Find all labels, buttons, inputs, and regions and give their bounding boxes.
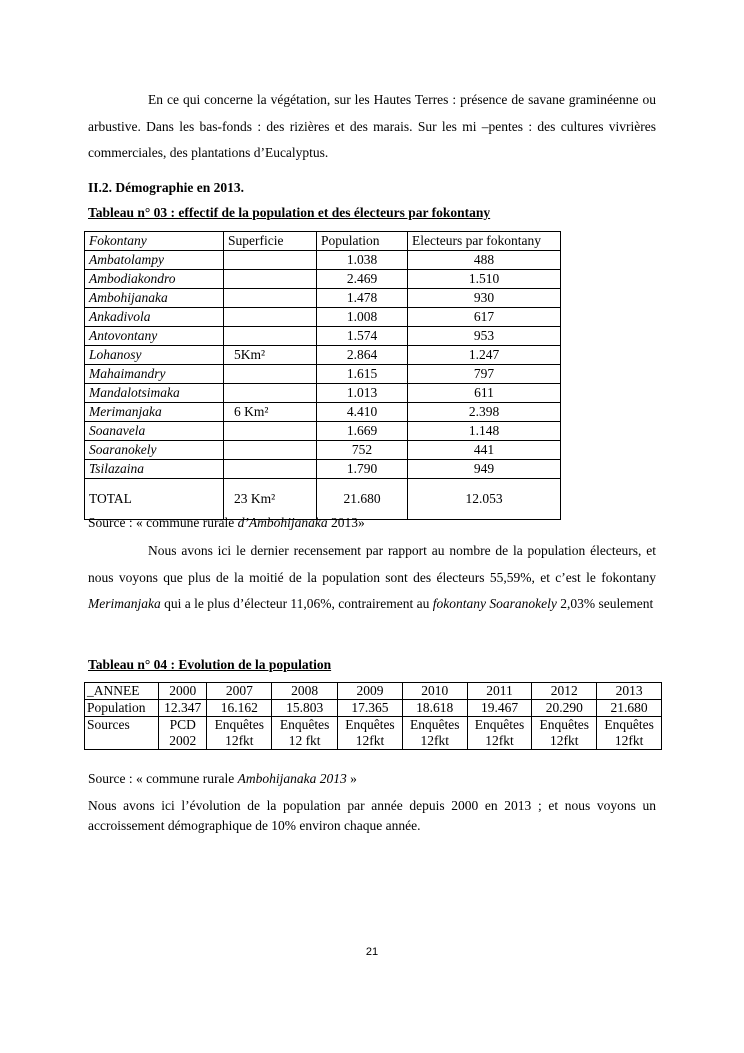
- conclusion-paragraph: Nous avons ici l’évolution de la population par année depuis 2000 en 2013 ; et nous voyons un accroissement démographique de 10% environ chaque année.: [88, 798, 656, 833]
- fokontany-cell: Antovontany: [85, 327, 224, 346]
- sources-label: Sources: [85, 717, 159, 750]
- source-cell: Enquêtes 12fkt: [597, 717, 662, 750]
- fokontany-cell: Soaranokely: [85, 441, 224, 460]
- table-row: [85, 365, 561, 384]
- electeurs-cell: 488: [408, 251, 561, 270]
- table-row: [85, 289, 561, 308]
- total-cell: 23 Km²: [224, 479, 317, 520]
- header-superficie: Superficie: [224, 232, 317, 251]
- fokontany-cell: Soanavela: [85, 422, 224, 441]
- population-value-cell: 16.162: [207, 700, 272, 717]
- source-cell: Enquêtes 12fkt: [402, 717, 467, 750]
- fokontany-cell: Ambohijanaka: [85, 289, 224, 308]
- year-cell: 2000: [159, 683, 207, 700]
- population-value-cell: 19.467: [467, 700, 532, 717]
- fokontany-cell: Lohanosy: [85, 346, 224, 365]
- header-fokontany: Fokontany: [85, 232, 224, 251]
- year-cell: 2008: [272, 683, 338, 700]
- superficie-cell: [224, 327, 317, 346]
- source-cell: Enquêtes 12fkt: [338, 717, 403, 750]
- fokontany-cell: Ambodiakondro: [85, 270, 224, 289]
- population-label: Population: [85, 700, 159, 717]
- population-electors-table: [84, 231, 561, 520]
- source-cell: Enquêtes 12fkt: [207, 717, 272, 750]
- analysis-paragraph: Nous avons ici le dernier recensement par rapport au nombre de la population électeurs, et nous voyons que plus de la moitié de la population sont des électeurs 55,59%, et c’est le fokontany Merimanjaka qui a le plus d’électeur 11,06%, contrairement au fokontany Soaranokely 2,03% seulement: [88, 543, 656, 611]
- population-cell: 1.038: [317, 251, 408, 270]
- year-cell: 2012: [532, 683, 597, 700]
- year-cell: 2009: [338, 683, 403, 700]
- table-row: [85, 403, 561, 422]
- superficie-cell: 6 Km²: [224, 403, 317, 422]
- population-value-cell: 18.618: [402, 700, 467, 717]
- superficie-cell: 5Km²: [224, 346, 317, 365]
- superficie-cell: [224, 422, 317, 441]
- year-cell: 2013: [597, 683, 662, 700]
- table-row: [85, 251, 561, 270]
- section-heading: II.2. Démographie en 2013.: [88, 180, 244, 195]
- electeurs-cell: 2.398: [408, 403, 561, 422]
- fokontany-cell: Merimanjaka: [85, 403, 224, 422]
- population-cell: 1.615: [317, 365, 408, 384]
- total-cell: 12.053: [408, 479, 561, 520]
- electeurs-cell: 1.247: [408, 346, 561, 365]
- population-value-cell: 15.803: [272, 700, 338, 717]
- table-row: [85, 327, 561, 346]
- sources-row: [85, 717, 662, 750]
- population-cell: 1.008: [317, 308, 408, 327]
- electeurs-cell: 617: [408, 308, 561, 327]
- table3-source: Source : « commune rurale d’Ambohijanaka 2013»: [88, 515, 365, 530]
- page-number: 21: [365, 946, 379, 958]
- population-cell: 1.013: [317, 384, 408, 403]
- superficie-cell: [224, 251, 317, 270]
- year-cell: 2011: [467, 683, 532, 700]
- table-row: [85, 308, 561, 327]
- header-electeurs: Electeurs par fokontany: [408, 232, 561, 251]
- annee-label: _ANNEE: [85, 683, 159, 700]
- table-row: [85, 441, 561, 460]
- year-row: [85, 683, 662, 700]
- population-cell: 1.790: [317, 460, 408, 479]
- table-row: [85, 346, 561, 365]
- population-cell: 752: [317, 441, 408, 460]
- population-value-cell: 12.347: [159, 700, 207, 717]
- superficie-cell: [224, 441, 317, 460]
- electeurs-cell: 930: [408, 289, 561, 308]
- table3-caption: Tableau n° 03 : effectif de la population et des électeurs par fokontany: [88, 205, 491, 220]
- source-cell: Enquêtes 12fkt: [532, 717, 597, 750]
- superficie-cell: [224, 384, 317, 403]
- electeurs-cell: 1.510: [408, 270, 561, 289]
- population-cell: 2.469: [317, 270, 408, 289]
- electeurs-cell: 797: [408, 365, 561, 384]
- population-cell: 1.574: [317, 327, 408, 346]
- year-cell: 2010: [402, 683, 467, 700]
- fokontany-cell: Tsilazaina: [85, 460, 224, 479]
- table-row: [85, 460, 561, 479]
- fokontany-cell: Ambatolampy: [85, 251, 224, 270]
- table4-caption: Tableau n° 04 : Evolution de la population: [88, 657, 332, 672]
- header-population: Population: [317, 232, 408, 251]
- year-cell: 2007: [207, 683, 272, 700]
- population-cell: 1.669: [317, 422, 408, 441]
- fokontany-cell: Ankadivola: [85, 308, 224, 327]
- total-row: [85, 479, 561, 520]
- electeurs-cell: 611: [408, 384, 561, 403]
- population-value-cell: 17.365: [338, 700, 403, 717]
- fokontany-cell: Mandalotsimaka: [85, 384, 224, 403]
- superficie-cell: [224, 270, 317, 289]
- superficie-cell: [224, 460, 317, 479]
- electeurs-cell: 953: [408, 327, 561, 346]
- table-row: [85, 422, 561, 441]
- total-cell: TOTAL: [85, 479, 224, 520]
- source-cell: Enquêtes 12 fkt: [272, 717, 338, 750]
- population-value-cell: 21.680: [597, 700, 662, 717]
- population-cell: 2.864: [317, 346, 408, 365]
- source-cell: Enquêtes 12fkt: [467, 717, 532, 750]
- superficie-cell: [224, 308, 317, 327]
- population-row: [85, 700, 662, 717]
- population-cell: 4.410: [317, 403, 408, 422]
- superficie-cell: [224, 289, 317, 308]
- electeurs-cell: 1.148: [408, 422, 561, 441]
- source-cell: PCD 2002: [159, 717, 207, 750]
- population-evolution-table: [84, 682, 662, 750]
- electeurs-cell: 949: [408, 460, 561, 479]
- fokontany-cell: Mahaimandry: [85, 365, 224, 384]
- population-value-cell: 20.290: [532, 700, 597, 717]
- table-row: [85, 384, 561, 403]
- table-header-row: [85, 232, 561, 251]
- table-row: [85, 270, 561, 289]
- total-cell: 21.680: [317, 479, 408, 520]
- population-cell: 1.478: [317, 289, 408, 308]
- table4-source: Source : « commune rurale Ambohijanaka 2013 »: [88, 771, 357, 786]
- electeurs-cell: 441: [408, 441, 561, 460]
- vegetation-paragraph: En ce qui concerne la végétation, sur les Hautes Terres : présence de savane graminéenne ou arbustive. Dans les bas-fonds : des rizières et des marais. Sur les mi –pentes : des cultures vivrières commerciales, des plantations d’Eucalyptus.: [88, 92, 656, 160]
- superficie-cell: [224, 365, 317, 384]
